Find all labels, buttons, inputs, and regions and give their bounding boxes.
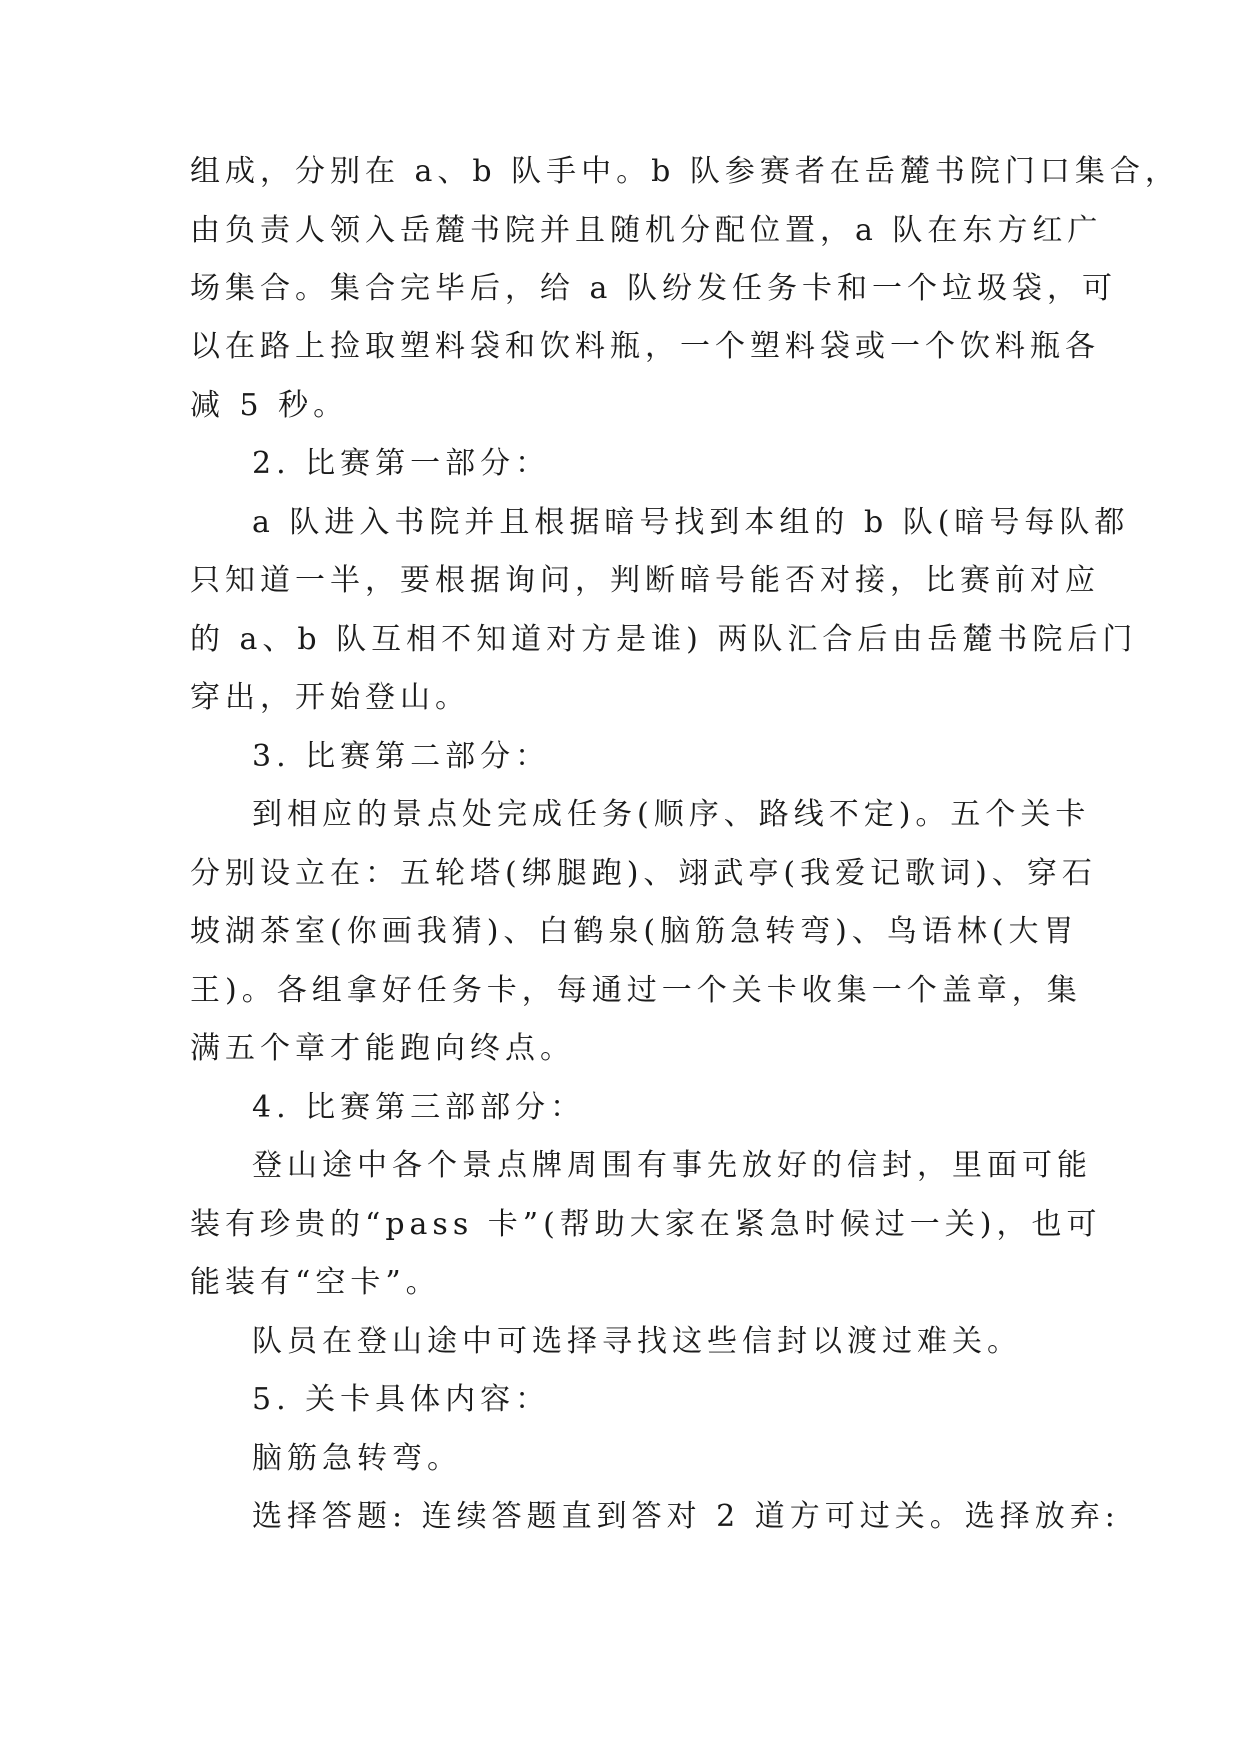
text-line: 队员在登山途中可选择寻找这些信封以渡过难关。 [252, 1324, 1022, 1359]
text-line: 装有珍贵的“pass 卡”(帮助大家在紧急时候过一关)，也可 [190, 1207, 1102, 1242]
text-line: 坡湖茶室(你画我猜)、白鹤泉(脑筋急转弯)、鸟语林(大胃 [190, 914, 1079, 949]
section-heading: 5. 关卡具体内容： [252, 1382, 551, 1417]
text-line: a 队进入书院并且根据暗号找到本组的 b 队(暗号每队都 [252, 505, 1130, 540]
section-heading: 3. 比赛第二部分： [252, 739, 551, 774]
text-line: 能装有“空卡”。 [190, 1265, 441, 1300]
text-line: 减 5 秒。 [190, 388, 349, 423]
text-line: 的 a、b 队互相不知道对方是谁) 两队汇合后由岳麓书院后门 [190, 622, 1138, 657]
text-line: 王)。各组拿好任务卡，每通过一个关卡收集一个盖章，集 [190, 973, 1082, 1008]
text-line: 场集合。集合完毕后，给 a 队纷发任务卡和一个垃圾袋，可 [190, 271, 1117, 306]
text-line: 分别设立在：五轮塔(绑腿跑)、翊武亭(我爱记歌词)、穿石 [190, 856, 1097, 891]
text-line: 以在路上捡取塑料袋和饮料瓶，一个塑料袋或一个饮料瓶各 [190, 329, 1100, 364]
text-line: 穿出，开始登山。 [190, 680, 470, 715]
section-heading: 4. 比赛第三部部分： [252, 1090, 586, 1125]
text-line: 组成，分别在 a、b 队手中。b 队参赛者在岳麓书院门口集合， [190, 154, 1180, 189]
section-heading: 2. 比赛第一部分： [252, 446, 551, 481]
text-line: 满五个章才能跑向终点。 [190, 1031, 575, 1066]
text-line: 由负责人领入岳麓书院并且随机分配位置，a 队在东方红广 [190, 213, 1103, 248]
text-line: 只知道一半，要根据询问，判断暗号能否对接，比赛前对应 [190, 563, 1100, 598]
text-line: 登山途中各个景点牌周围有事先放好的信封，里面可能 [252, 1148, 1092, 1183]
text-line: 脑筋急转弯。 [252, 1441, 462, 1476]
text-line: 到相应的景点处完成任务(顺序、路线不定)。五个关卡 [252, 797, 1091, 832]
text-line: 选择答题: 连续答题直到答对 2 道方可过关。选择放弃: [252, 1499, 1120, 1534]
